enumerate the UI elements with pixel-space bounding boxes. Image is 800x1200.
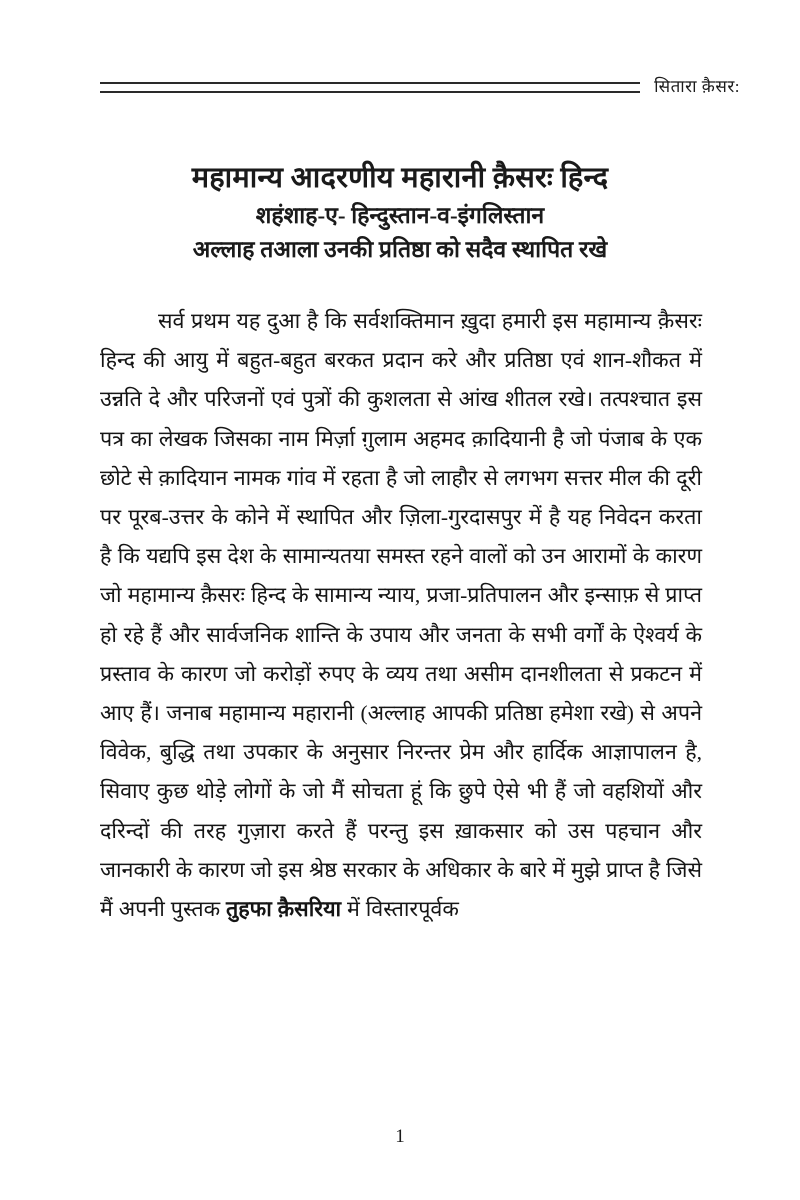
page-title-line-2: शहंशाह-ए- हिन्दुस्तान-व-इंगलिस्तान [255,203,545,229]
running-header [100,78,740,97]
paragraph-text-part-2: में विस्तारपूर्वक [341,897,459,922]
book-title-emphasis: तुहफा क़ैसरिया [225,897,342,922]
page-number: 1 [395,1126,405,1147]
title-block [90,160,710,265]
running-header-title: सितारा क़ैसर: [654,77,740,96]
header-double-rule [100,82,640,93]
page-title-line-1: महामान्य आदरणीय महारानी क़ैसरः हिन्द [191,162,609,194]
body-paragraph [100,302,702,929]
body-text-area [100,302,702,929]
paragraph-text-part-1: सर्व प्रथम यह दुआ है कि सर्वशक्तिमान ख़ुदा हमारी इस महामान्य क़ैसरः हिन्द की आयु में बहुत-बहुत बरकत प्रदान करे और प्रतिष्ठा एवं शान-शौकत में उन्नति दे और परिजनों एवं पुत्रों की कुशलता से आंख शीतल रखे। तत्पश्चात इस पत्र का लेखक जिसका नाम मिर्ज़ा ग़ुलाम अहमद क़ादियानी है जो पंजाब के एक छोटे से क़ादियान नामक गांव में रहता है जो लाहौर से लगभग सत्तर मील की दूरी पर पूरब-उत्तर के कोने में स्थापित और ज़िला-गुरदासपुर में है यह निवेदन करता है कि यद्यपि इस देश के सामान्यतया समस्त रहने वालों को उन आरामों के कारण जो महामान्य क़ैसरः हिन्द के सामान्य न्याय, प्रजा-प्रतिपालन और इन्साफ़ से प्राप्त हो रहे हैं और सार्वजनिक शान्ति के उपाय और जनता के सभी वर्गों के ऐश्वर्य के प्रस्ताव के कारण जो करोड़ों रुपए के व्यय तथा असीम दानशीलता से प्रकटन में आए हैं। जनाब महामान्य महारानी (अल्लाह आपकी प्रतिष्ठा हमेशा रखे) से अपने विवेक, बुद्धि तथा उपकार के अनुसार निरन्तर प्रेम और हार्दिक आज्ञापालन है, सिवाए कुछ थोड़े लोगों के जो मैं सोचता हूं कि छुपे ऐसे भी हैं जो वहशियों और दरिन्दों की तरह गुज़ारा करते हैं परन्तु इस ख़ाकसार को उस पहचान और जानकारी के कारण जो इस श्रेष्ठ सरकार के अधिकार के बारे में मुझे प्राप्त है जिसे मैं अपनी पुस्तक [100,309,702,922]
page-title-line-3: अल्लाह तआला उनकी प्रतिष्ठा को सदैव स्थापित रखे [192,237,608,262]
